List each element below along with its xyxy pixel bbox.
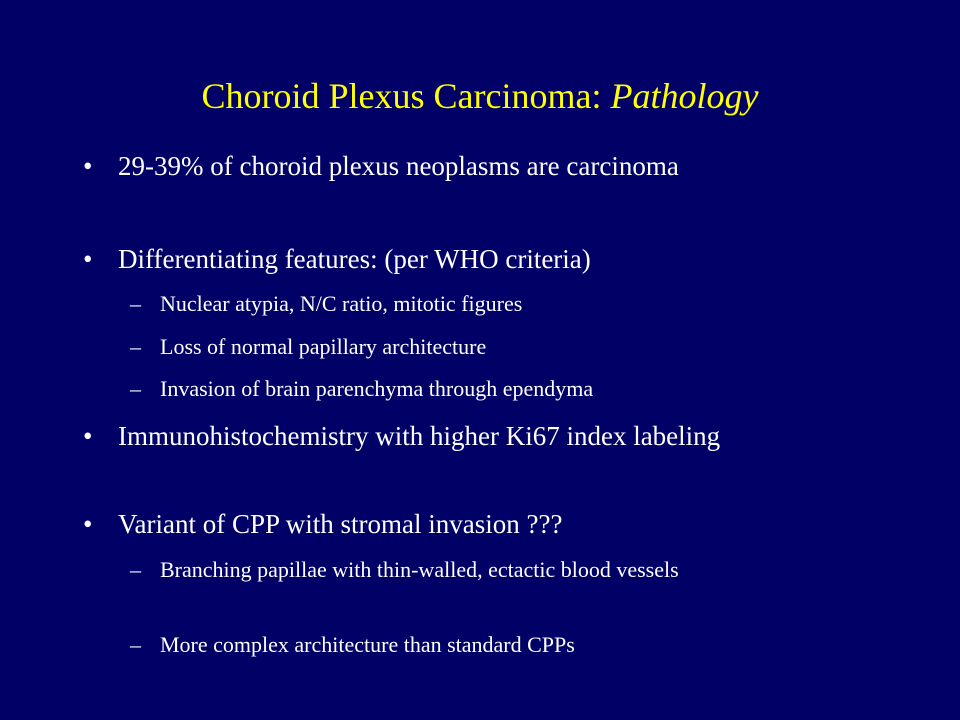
sub-bullet-text: Branching papillae with thin-walled, ectactic blood vessels: [160, 557, 679, 582]
bullet-item: [83, 508, 838, 541]
sub-bullet-text: Nuclear atypia, N/C ratio, mitotic figures: [160, 291, 523, 316]
slide-title-main: Choroid Plexus Carcinoma:: [201, 76, 611, 116]
sub-bullet-item: [130, 556, 840, 584]
dash-marker: –: [130, 291, 141, 316]
bullet-item: [83, 420, 838, 453]
sub-bullet-text: Loss of normal papillary architecture: [160, 334, 487, 359]
sub-bullet-item: [130, 631, 840, 659]
dash-marker: –: [130, 334, 141, 359]
bullet-marker: •: [83, 509, 93, 539]
bullet-text: Immunohistochemistry with higher Ki67 index labeling: [118, 421, 721, 451]
dash-marker: –: [130, 376, 141, 401]
bullet-item: [83, 150, 838, 183]
sub-bullet-item: [130, 290, 840, 318]
bullet-item: [83, 243, 838, 276]
bullet-marker: •: [83, 421, 93, 451]
dash-marker: –: [130, 557, 141, 582]
bullet-text: Differentiating features: (per WHO criteria): [118, 244, 591, 274]
dash-marker: –: [130, 632, 141, 657]
slide-title-italic: Pathology: [610, 76, 759, 116]
sub-bullet-text: Invasion of brain parenchyma through ependyma: [160, 376, 594, 401]
sub-bullet-item: [130, 375, 840, 403]
sub-bullet-item: [130, 333, 840, 361]
bullet-text: 29-39% of choroid plexus neoplasms are carcinoma: [118, 151, 679, 181]
bullet-marker: •: [83, 244, 93, 274]
sub-bullet-text: More complex architecture than standard CPPs: [160, 632, 575, 657]
bullet-marker: •: [83, 151, 93, 181]
bullet-text: Variant of CPP with stromal invasion ???: [118, 509, 563, 539]
